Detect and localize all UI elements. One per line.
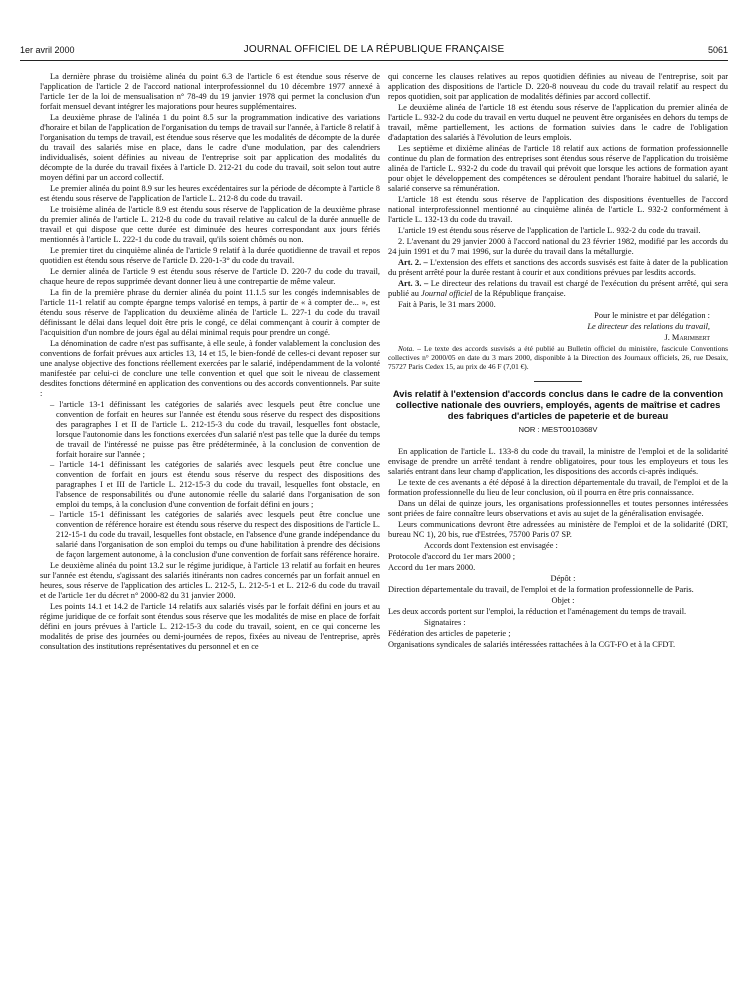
- article-2-label: Art. 2. –: [398, 258, 428, 267]
- paragraph: Le deuxième alinéa du point 13.2 sur le régime juridique, à l'article 13 relatif au forfait en heures sur l'année est étendu, s'agissant des salariés itinérants non cadres concernés par un forfait annuel en heures, sous réserve de l'application des articles L. 212-5, L. 212-5-1 et L. 212-6 du code du travail et de l'article 1er du décret n° 2000-82 du 31 janvier 2000.: [40, 561, 380, 600]
- depot-label: Dépôt :: [550, 574, 576, 583]
- paragraph: L'article 18 est étendu sous réserve de l'application des dispositions éventuelles de l'accord national interprofessionnel mentionné au cinquième alinéa de l'article L. 932-2 conformément à l'article L. 132-13 du code du travail.: [388, 195, 728, 224]
- accord-item: Protocole d'accord du 1er mars 2000 ;: [388, 552, 516, 561]
- paragraph: 2. L'avenant du 29 janvier 2000 à l'accord national du 23 février 1982, modifié par les accords du 24 juin 1991 et du 7 mai 1996, sur la durée du travail dans la métallurgie.: [388, 237, 728, 256]
- paragraph: qui concerne les clauses relatives au repos quotidien définies au niveau de l'entreprise, soit par application des dispositions de l'article D. 220-8 nouveau du code du travail relatif au respect du repos quotidien, soit par application de modalités définies par accord collectif.: [388, 72, 728, 101]
- signature-delegation: Pour le ministre et par délégation :: [594, 311, 710, 320]
- signataire-item: Fédération des articles de papeterie ;: [388, 629, 511, 638]
- paragraph: La deuxième phrase de l'alinéa 1 du point 8.5 sur la programmation indicative des variations d'horaire et bilan de l'application de l'organisation du temps de travail sur l'année, à l'article 8 relatif à l'organisation du temps de travail, est étendue sous réserve que les modalités de décompte de la durée du travail des salariés mise en place, dans le cadre d'une modulation, par des calendriers individualisés, soient définies au niveau de l'entreprise soit par application des modalités du décompte de la durée du travail fixées à l'article D. 212-21 du code du travail, soit selon tout autre moyen défini par un accord collectif.: [40, 113, 380, 182]
- article-3-text-end: de la République française.: [472, 289, 566, 298]
- article-2-text: L'extension des effets et sanctions des accords susvisés est faite à dater de la publication du présent arrêté pour la durée restant à courir et aux conditions prévues par lesdits accords.: [388, 258, 728, 277]
- accord-item: Accord du 1er mars 2000.: [388, 563, 476, 572]
- paragraph: Le troisième alinéa de l'article 8.9 est étendu sous réserve de l'application de la deuxième phrase du premier alinéa de l'article L. 212-8 du code du travail relative au calcul de la durée annuelle de travail et qui dispose que cette durée est diminuée des heures correspondant aux jours fériés mentionnés à l'article L. 222-1 du code du travail, qu'ils soient chômés ou non.: [40, 205, 380, 244]
- paragraph: Le dernier alinéa de l'article 9 est étendu sous réserve de l'article D. 220-7 du code du travail, chaque heure de repos supprimée devant donner lieu à une contrepartie de même valeur.: [40, 267, 380, 286]
- list-item: – l'article 14-1 définissant les catégories de salariés avec lesquels peut être conclue une convention de forfait en jours est étendu sous réserve du respect des dispositions des paragraphes I et III de l'article L. 212-15-3 du code du travail, lesquelles font obstacle, en l'absence de responsabilités ou d'une autonomie réelle du salarié dans l'organisation de son emploi du temps, à la conclusion d'une convention de forfait défini en jours ;: [40, 460, 380, 510]
- paragraph: Les septième et dixième alinéas de l'article 18 relatif aux actions de formation professionnelle continue du plan de formation des entreprises sont étendus sous réserve de l'application du troisième alinéa de l'article L. 932-2 du code du travail qui prévoit que lorsque les actions de formation ayant pour objet le développement des compétences se déroulent pendant l'horaire habituel du salarié, le salarié conserve sa rémunération.: [388, 144, 728, 193]
- accords-label: Accords dont l'extension est envisagée :: [424, 541, 558, 550]
- nota-note: [388, 344, 728, 371]
- section-separator: [534, 381, 582, 382]
- list-item: – l'article 15-1 définissant les catégories de salariés avec lesquels peut être conclue une convention de référence horaire est étendu sous réserve du respect des dispositions de l'article L. 212-15-1 du code du travail, lesquelles font obstacle, en l'absence d'une grande indépendance du salarié dans l'organisation de son emploi du temps ou d'une habilitation à prendre des décisions de façon largement autonome, à la conclusion d'une convention de forfait sans référence horaire.: [40, 510, 380, 560]
- header-journal-title: JOURNAL OFFICIEL DE LA RÉPUBLIQUE FRANÇAISE: [243, 44, 505, 55]
- nota-label: Nota. –: [398, 344, 421, 353]
- left-column: [40, 72, 380, 972]
- right-column: [388, 72, 728, 972]
- paragraph: En application de l'article L. 133-8 du code du travail, la ministre de l'emploi et de la solidarité envisage de prendre un arrêté tendant à rendre obligatoires, pour tous les employeurs et tous les salariés entrant dans leur champ d'application, les dispositions des accords ci-après indiqués.: [388, 447, 728, 476]
- paragraph: L'article 19 est étendu sous réserve de l'application de l'article L. 932-2 du code du travail.: [398, 226, 701, 235]
- paragraph: Dans un délai de quinze jours, les organisations professionnelles et toutes personnes intéressées sont priées de faire connaître leurs observations et avis au sujet de la généralisation envisagée.: [388, 499, 728, 518]
- depot-text: Direction départementale du travail, de l'emploi et de la formation professionnelle de Paris.: [388, 585, 694, 594]
- paragraph: Le deuxième alinéa de l'article 18 est étendu sous réserve de l'application du premier alinéa de l'article L. 932-2 du code du travail en vertu duquel ne peuvent être organisées en dehors du temps de travail, même partiellement, les actions de formation suivies dans le cadre de l'obligation d'adaptation des salariés à l'évolution de leurs emplois.: [388, 103, 728, 142]
- paragraph: Leurs communications devront être adressées au ministère de l'emploi et de la solidarité (DRT, bureau NC 1), 20 bis, rue d'Estrées, 75700 Paris 07 SP.: [388, 520, 728, 539]
- article-3: [388, 279, 728, 299]
- nor-reference: NOR : MEST0010368V: [518, 425, 598, 434]
- article-3-label: Art. 3. –: [398, 279, 429, 288]
- paragraph: La fin de la première phrase du dernier alinéa du point 11.1.5 sur les congés indemnisables de l'article 11-1 relatif au compte épargne temps valorisé en temps, à partir de « à compter de... », est étendu sous réserve de l'application du deuxième alinéa de l'article L. 227-1 du code du travail définissant le délai dans lequel doit être pris le congé, ce délai commençant à courir à compter de l'acquisition d'un nombre de jours égal au délai minimal requis pour prendre un congé.: [40, 288, 380, 337]
- article-3-text: Le directeur des relations du travail est chargé de l'exécution du présent arrêté, qui sera publié au: [388, 279, 728, 298]
- paragraph: Les points 14.1 et 14.2 de l'article 14 relatifs aux salariés visés par le forfait défini en jours et au régime juridique de ce forfait sont étendus sous réserve que les modalités de mise en place de forfait défini en jours prévues à l'article L. 212-15-3 du code du travail, soient, en ce qui concerne les modalités de prise des journées ou demi-journées de repos, fixées au niveau de l'entreprise, après consultation des institutions représentatives du personnel et en ce: [40, 602, 380, 651]
- paragraph: La dernière phrase du troisième alinéa du point 6.3 de l'article 6 est étendue sous réserve de l'application de l'article 2 de l'accord national interprofessionnel du 10 décembre 1977 annexé à l'article 1er de la loi de mensualisation n° 78-49 du 19 janvier 1978 qui permet la conclusion d'un forfait mensuel devant intégrer les majorations pour heures supplémentaires.: [40, 72, 380, 111]
- header-date: 1er avril 2000: [20, 45, 75, 55]
- paragraph: Le texte de ces avenants a été déposé à la direction départementale du travail, de l'emploi et de la formation professionnelle du lieu de leur conclusion, où il pourra en être pris connaissance.: [388, 478, 728, 497]
- paragraph: La dénomination de cadre n'est pas suffisante, à elle seule, à fonder valablement la conclusion des conventions de forfait prévues aux articles 13, 14 et 15, le bien-fondé de celles-ci devant reposer sur une analyse objective des fonctions réellement exercées par le salarié, indépendamment de la volonté manifestée par celui-ci de conclure une telle convention et quel que soit le niveau de classement desdites fonctions déterminé en application des conventions ou des accords conventionnels. Par suite :: [40, 339, 380, 398]
- bullet-list: [40, 400, 380, 560]
- paragraph: Le premier tiret du cinquième alinéa de l'article 9 relatif à la durée quotidienne de travail et repos quotidien est étendu sous réserve de l'article D. 220-1-3° du code du travail.: [40, 246, 380, 265]
- list-item: – l'article 13-1 définissant les catégories de salariés avec lesquels peut être conclue une convention de forfait en heures sur l'année est étendu sous réserve du respect des dispositions des paragraphes I et II de l'article L. 212-15-3 du code du travail, lesquelles font obstacle, lorsque l'autonomie dans les fonctions exercées d'un salarié n'est pas telle que la durée du temps de travail de l'intéressé ne puisse pas être prédéterminée, à la conclusion de convention de forfait horaire sur l'année ;: [40, 400, 380, 460]
- objet-label: Objet :: [551, 596, 575, 605]
- header-rule: [20, 60, 728, 61]
- objet-text: Les deux accords portent sur l'emploi, la réduction et l'aménagement du temps de travail.: [388, 607, 687, 616]
- signataire-item: Organisations syndicales de salariés intéressées rattachées à la CGT-FO et à la CFDT.: [388, 640, 676, 649]
- journal-officiel-ref: Journal officiel: [421, 289, 473, 298]
- header-page-number: 5061: [707, 45, 728, 55]
- paragraph: Le premier alinéa du point 8.9 sur les heures excédentaires sur la période de décompte à l'article 8 est étendu sous réserve de l'application de l'article L. 212-8 du code du travail.: [40, 184, 380, 203]
- page-header: [20, 44, 728, 56]
- nota-text: Le texte des accords susvisés a été publié au Bulletin officiel du ministère, fascicule Conventions collectives n° 2000/05 en date du 3 mars 2000, disponible à la Direction des Journaux officiels, 26, rue Desaix, 75727 Paris Cedex 15, au prix de 46 F (7,01 €).: [388, 344, 728, 371]
- avis-title: Avis relatif à l'extension d'accords conclus dans le cadre de la convention collective nationale des ouvriers, employés, agents de maîtrise et cadres des fabriques d'articles de papeterie et de bureau: [392, 388, 724, 421]
- signature-name: J. Marimbert: [664, 333, 710, 342]
- signature-place-date: Fait à Paris, le 31 mars 2000.: [398, 300, 496, 309]
- article-2: [388, 258, 728, 278]
- signataires-label: Signataires :: [424, 618, 466, 627]
- signature-title: Le directeur des relations du travail,: [587, 322, 710, 331]
